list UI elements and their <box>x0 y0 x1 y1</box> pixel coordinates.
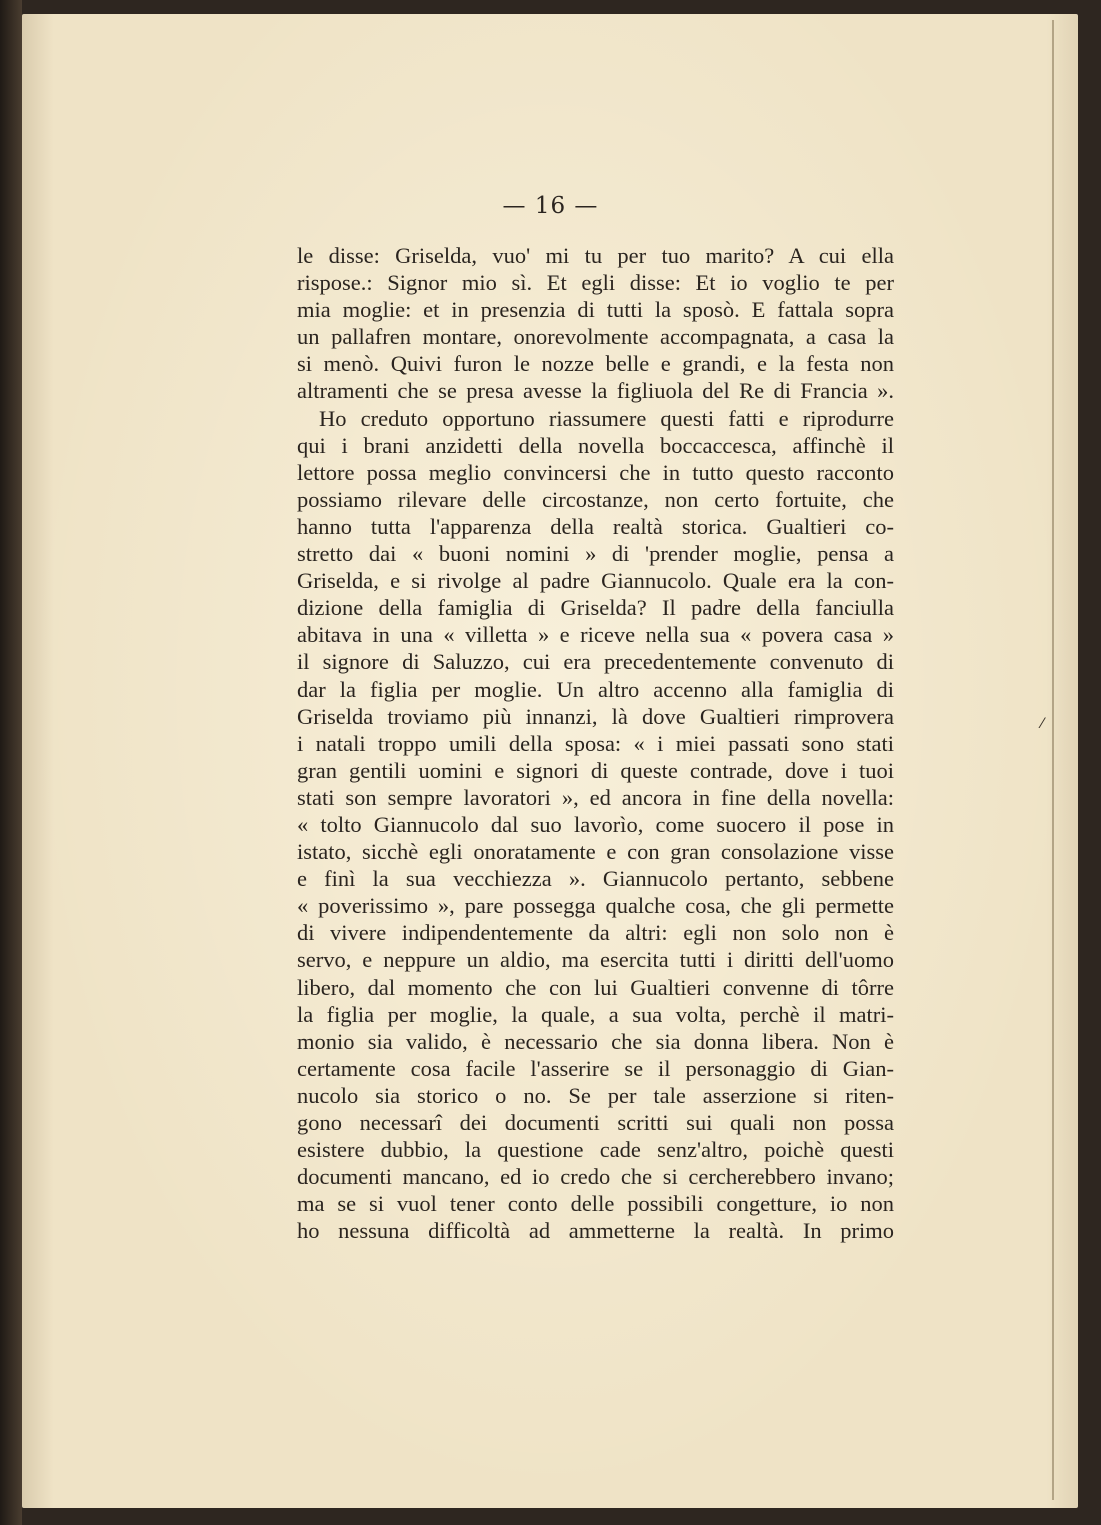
text-line: dizione della famiglia di Griselda? Il padre della fanciulla <box>297 595 894 621</box>
text-line: nucolo sia storico o no. Se per tale asserzione si riten- <box>297 1082 894 1108</box>
text-line: « tolto Giannucolo dal suo lavorìo, come suocero il pose in <box>297 811 894 837</box>
text-line: esistere dubbio, la questione cade senz'altro, poichè questi <box>297 1137 894 1163</box>
text-line: di vivere indipendentemente da altri: egli non solo non è <box>297 920 894 946</box>
text-line: il signore di Saluzzo, cui era precedentemente convenuto di <box>297 649 894 675</box>
text-line: libero, dal momento che con lui Gualtieri convenne di tôrre <box>297 974 894 1000</box>
text-line: la figlia per moglie, la quale, a sua volta, perchè il matri- <box>297 1001 894 1027</box>
text-line: altramenti che se presa avesse la figliuola del Re di Francia ». <box>297 378 894 404</box>
text-line: qui i brani anzidetti della novella boccaccesca, affinchè il <box>297 432 894 458</box>
text-line: abitava in una « villetta » e riceve nella sua « povera casa » <box>297 622 894 648</box>
text-line: lettore possa meglio convincersi che in tutto questo racconto <box>297 459 894 485</box>
ink-speck-icon: ⁄ <box>1041 716 1044 732</box>
text-line: « poverissimo », pare possegga qualche cosa, che gli permette <box>297 893 894 919</box>
text-line: i natali troppo umili della sposa: « i miei passati sono stati <box>297 730 894 756</box>
text-line: mia moglie: et in presenzia di tutti la sposò. E fattala sopra <box>297 297 894 323</box>
text-line: rispose.: Signor mio sì. Et egli disse: Et io voglio te per <box>297 270 894 296</box>
text-line: Griselda, e si rivolge al padre Giannucolo. Quale era la con- <box>297 568 894 594</box>
text-line: gono necessarî dei documenti scritti sui quali non possa <box>297 1110 894 1135</box>
text-line: dar la figlia per moglie. Un altro accenno alla famiglia di <box>297 676 894 702</box>
text-line: Ho creduto opportuno riassumere questi fatti e riprodurre <box>319 405 894 431</box>
text-line: ho nessuna difficoltà ad ammetterne la realtà. In primo <box>297 1218 894 1244</box>
text-line: istato, sicchè egli onoratamente e con gran consolazione visse <box>297 839 894 865</box>
text-line: le disse: Griselda, vuo' mi tu per tuo marito? A cui ella <box>297 243 894 268</box>
text-line: possiamo rilevare delle circostanze, non certo fortuite, che <box>297 486 894 512</box>
text-line: un pallafren montare, onorevolmente accompagnata, a casa la <box>297 324 894 350</box>
text-line: Griselda troviamo più innanzi, là dove Gualtieri rimprovera <box>297 703 894 729</box>
text-line: stati son sempre lavoratori », ed ancora in fine della novella: <box>297 784 894 810</box>
text-line: e finì la sua vecchiezza ». Giannucolo pertanto, sebbene <box>297 866 894 892</box>
page-edge <box>1052 20 1054 1500</box>
text-line: certamente cosa facile l'asserire se il personaggio di Gian- <box>297 1055 894 1081</box>
text-line: monio sia valido, è necessario che sia donna libera. Non è <box>297 1028 894 1054</box>
book-spine <box>0 0 22 1525</box>
text-line: hanno tutta l'apparenza della realtà storica. Gualtieri co- <box>297 513 894 539</box>
text-line: servo, e neppure un aldio, ma esercita tutti i diritti dell'uomo <box>297 947 894 973</box>
page-number: — 16 — <box>502 193 599 219</box>
text-line: documenti mancano, ed io credo che si cercherebbero invano; <box>297 1164 894 1190</box>
body-text <box>297 242 894 1244</box>
text-line: stretto dai « buoni nomini » di 'prender moglie, pensa a <box>297 541 894 567</box>
text-line: ma se si vuol tener conto delle possibili congetture, io non <box>297 1191 894 1217</box>
text-line: gran gentili uomini e signori di queste contrade, dove i tuoi <box>297 757 894 783</box>
text-line: si menò. Quivi furon le nozze belle e grandi, e la festa non <box>297 351 894 377</box>
